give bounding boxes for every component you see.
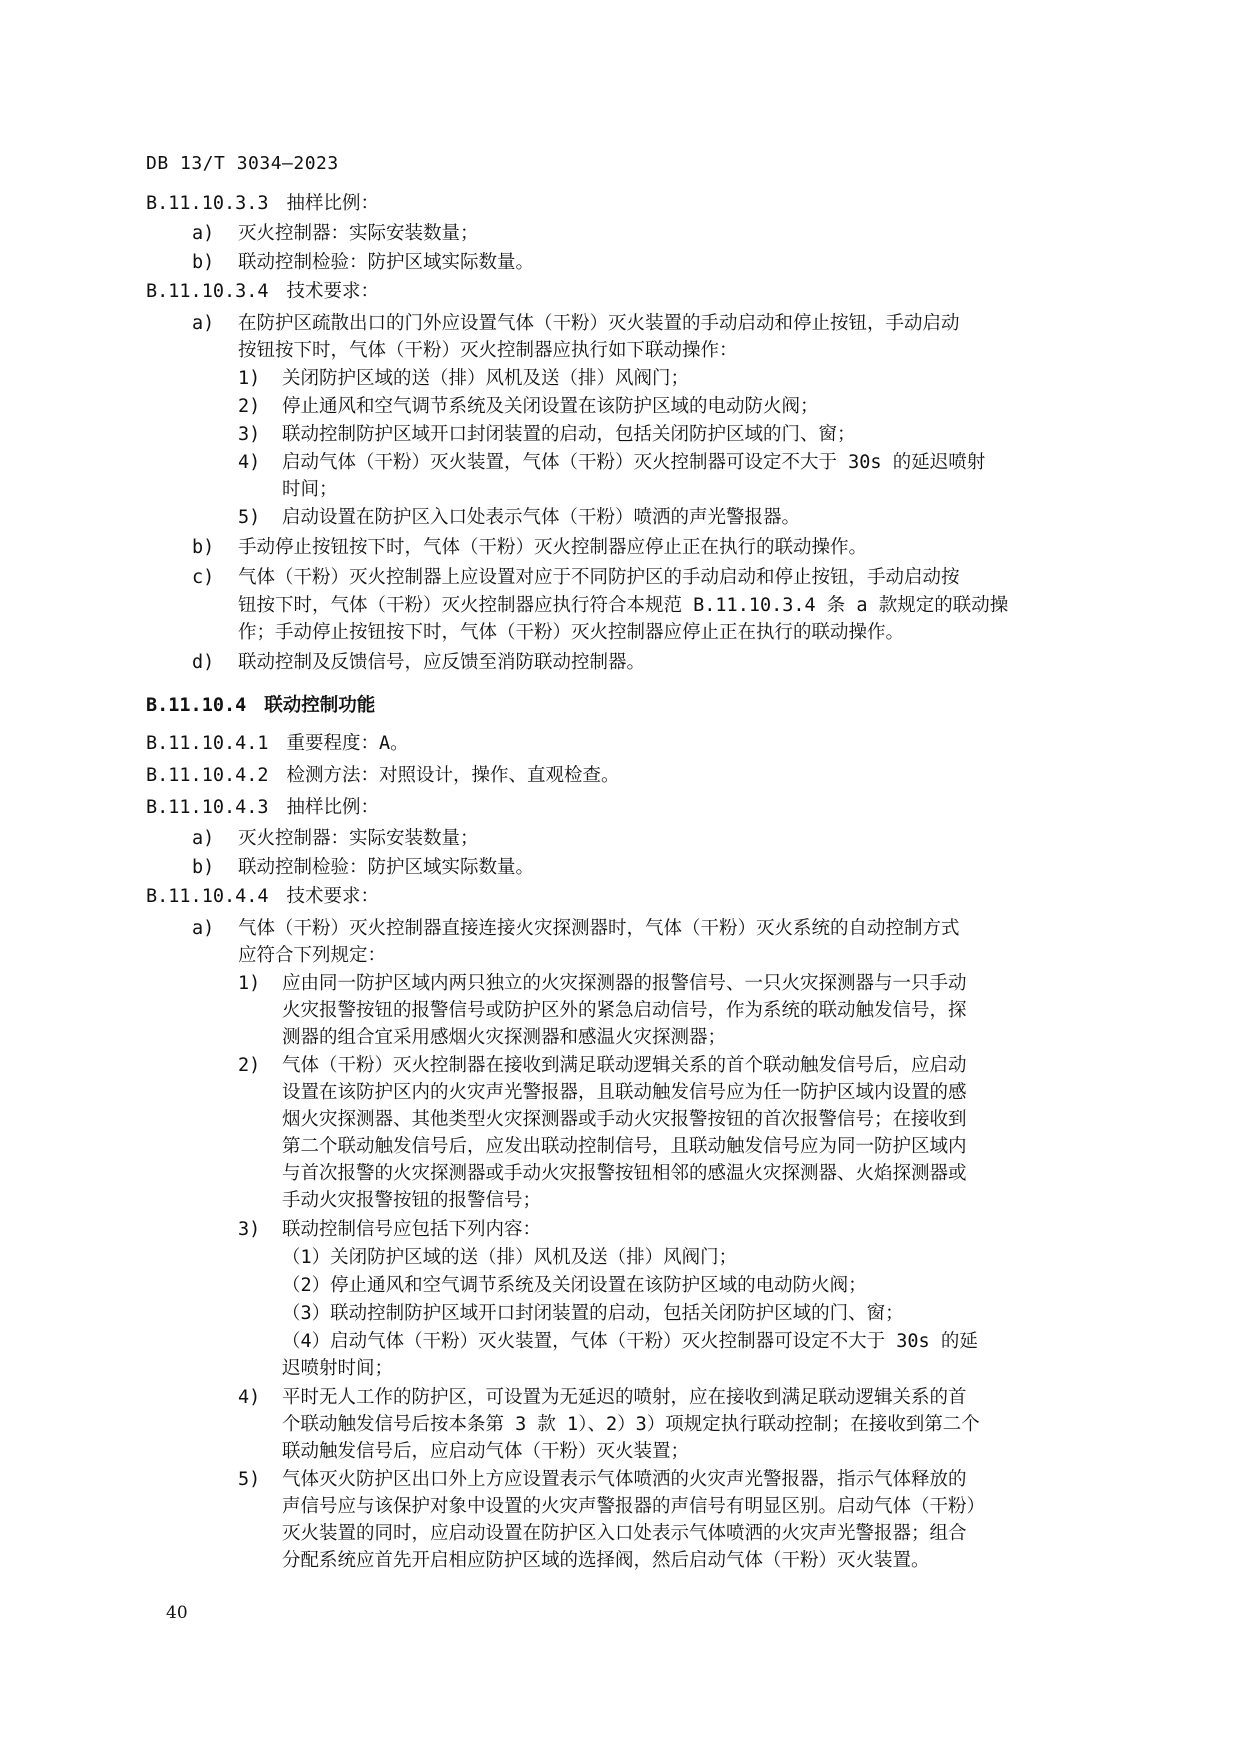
document-header: DB 13/T 3034—2023 (146, 153, 339, 174)
clause-11-10-4-2 (146, 763, 620, 789)
sub-item-line: 声信号应与该保护对象中设置的火灾声警报器的声信号有明显区别。启动气体（干粉） (282, 1496, 986, 1517)
clause-id: B.11.10.4.1 (146, 733, 269, 754)
clause-title: 抽样比例： (286, 193, 380, 214)
sub-item-marker: 1) (238, 973, 261, 994)
sub-item-line: 第二个联动触发信号后，应发出联动控制信号，且联动触发信号应为同一防护区域内 (282, 1136, 967, 1157)
list-item: 手动停止按钮按下时，气体（干粉）灭火控制器应停止正在执行的联动操作。 (238, 537, 868, 558)
clause-title: 技术要求： (286, 281, 380, 302)
sub-item-line: 手动火灾报警按钮的报警信号； (282, 1190, 542, 1211)
clause-title: 抽样比例： (286, 797, 380, 818)
sub-item-line: 气体（干粉）灭火控制器在接收到满足联动逻辑关系的首个联动触发信号后，应启动 (282, 1055, 967, 1076)
section-title: 联动控制功能 (264, 695, 376, 716)
sub-item-line: 分配系统应首先开启相应防护区域的选择阀，然后启动气体（干粉）灭火装置。 (282, 1550, 930, 1571)
list-item-line: 在防护区疏散出口的门外应设置气体（干粉）灭火装置的手动启动和停止按钮，手动启动 (238, 313, 960, 334)
sub-item-marker: 4) (238, 1387, 261, 1408)
list-item-line: 应符合下列规定： (238, 945, 387, 966)
sub-item-line: 应由同一防护区域内两只独立的火灾探测器的报警信号、一只火灾探测器与一只手动 (282, 973, 967, 994)
sub-item: 联动控制防护区域开口封闭装置的启动，包括关闭防护区域的门、窗； (282, 424, 856, 445)
sub-item: 联动控制信号应包括下列内容： (282, 1219, 542, 1240)
list-item-line: 气体（干粉）灭火控制器上应设置对应于不同防护区的手动启动和停止按钮，手动启动按 (238, 567, 960, 588)
clause-id: B.11.10.3.4 (146, 281, 269, 302)
list-item-line: 钮按下时，气体（干粉）灭火控制器应执行符合本规范 B.11.10.3.4 条 a 款规定的联动操 (238, 595, 1009, 616)
sub-item-marker: 3) (238, 424, 261, 445)
sub-item-line: 平时无人工作的防护区，可设置为无延迟的喷射，应在接收到满足联动逻辑关系的首 (282, 1387, 967, 1408)
sub-item: 关闭防护区域的送（排）风机及送（排）风阀门； (282, 368, 690, 389)
item-marker: c) (192, 567, 215, 588)
item-marker: b) (192, 857, 215, 878)
list-item: 联动控制检验：防护区域实际数量。 (238, 252, 535, 273)
sub-item-line: 与首次报警的火灾探测器或手动火灾报警按钮相邻的感温火灾探测器、火焰探测器或 (282, 1163, 967, 1184)
nested-item: （4）启动气体（干粉）灭火装置，气体（干粉）灭火控制器可设定不大于 30s 的延 (282, 1331, 978, 1352)
sub-item-marker: 5) (238, 507, 261, 528)
page-number: 40 (166, 1603, 188, 1623)
clause-11-10-4-3 (146, 795, 379, 821)
item-marker: a) (192, 918, 215, 939)
item-marker: a) (192, 313, 215, 334)
list-item: 灭火控制器：实际安装数量； (238, 223, 479, 244)
nested-item: （2）停止通风和空气调节系统及关闭设置在该防护区域的电动防火阀； (282, 1275, 867, 1296)
list-item-line: 按钮按下时，气体（干粉）灭火控制器应执行如下联动操作： (238, 340, 738, 361)
clause-id: B.11.10.3.3 (146, 193, 269, 214)
sub-item-line: 气体灭火防护区出口外上方应设置表示气体喷洒的火灾声光警报器，指示气体释放的 (282, 1469, 967, 1490)
item-marker: b) (192, 252, 215, 273)
nested-item: （3）联动控制防护区域开口封闭装置的启动，包括关闭防护区域的门、窗； (282, 1303, 904, 1324)
sub-item-line: 个联动触发信号后按本条第 3 款 1）、2）3）项规定执行联动控制；在接收到第二个 (282, 1414, 980, 1435)
list-item-line: 作；手动停止按钮按下时，气体（干粉）灭火控制器应停止正在执行的联动操作。 (238, 622, 905, 643)
sub-item-line: 联动触发信号后，应启动气体（干粉）灭火装置； (282, 1441, 690, 1462)
sub-item-marker: 2) (238, 1055, 261, 1076)
clause-text: 检测方法：对照设计，操作、直观检查。 (286, 765, 620, 786)
section-id: B.11.10.4 (146, 695, 247, 716)
clause-id: B.11.10.4.3 (146, 797, 269, 818)
clause-id: B.11.10.4.2 (146, 765, 269, 786)
sub-item: 启动气体（干粉）灭火装置，气体（干粉）灭火控制器可设定不大于 30s 的延迟喷射 (282, 452, 986, 473)
sub-item-line: 火灾报警按钮的报警信号或防护区外的紧急启动信号，作为系统的联动触发信号，探 (282, 1000, 967, 1021)
sub-item-marker: 1) (238, 368, 261, 389)
sub-item-line: 灭火装置的同时，应启动设置在防护区入口处表示气体喷洒的火灾声光警报器；组合 (282, 1523, 967, 1544)
sub-item-marker: 2) (238, 396, 261, 417)
list-item: 灭火控制器：实际安装数量； (238, 828, 479, 849)
clause-11-10-3-3 (146, 191, 379, 217)
sub-item-marker: 5) (238, 1469, 261, 1490)
nested-item-line: 迟喷射时间； (282, 1358, 394, 1379)
clause-11-10-4-4 (146, 884, 379, 910)
sub-item-marker: 3) (238, 1219, 261, 1240)
sub-item-line: 设置在该防护区内的火灾声光警报器，且联动触发信号应为任一防护区域内设置的感 (282, 1082, 967, 1103)
clause-id: B.11.10.4.4 (146, 886, 269, 907)
clause-11-10-4-1 (146, 731, 409, 757)
sub-item: 停止通风和空气调节系统及关闭设置在该防护区域的电动防火阀； (282, 396, 819, 417)
list-item: 联动控制检验：防护区域实际数量。 (238, 857, 535, 878)
item-marker: b) (192, 537, 215, 558)
item-marker: a) (192, 223, 215, 244)
clause-title: 技术要求： (286, 886, 380, 907)
section-heading-11-10-4 (146, 693, 375, 719)
list-item: 联动控制及反馈信号，应反馈至消防联动控制器。 (238, 652, 646, 673)
clause-11-10-3-4 (146, 279, 379, 305)
clause-text: 重要程度：A。 (286, 733, 409, 754)
nested-item: （1）关闭防护区域的送（排）风机及送（排）风阀门； (282, 1247, 738, 1268)
item-marker: a) (192, 828, 215, 849)
list-item-line: 气体（干粉）灭火控制器直接连接火灾探测器时，气体（干粉）灭火系统的自动控制方式 (238, 918, 960, 939)
sub-item-marker: 4) (238, 452, 261, 473)
item-marker: d) (192, 652, 215, 673)
sub-item-line: 测器的组合宜采用感烟火灾探测器和感温火灾探测器； (282, 1027, 727, 1048)
sub-item-line: 时间； (282, 479, 338, 500)
sub-item: 启动设置在防护区入口处表示气体（干粉）喷洒的声光警报器。 (282, 507, 801, 528)
sub-item-line: 烟火灾探测器、其他类型火灾探测器或手动火灾报警按钮的首次报警信号；在接收到 (282, 1109, 967, 1130)
